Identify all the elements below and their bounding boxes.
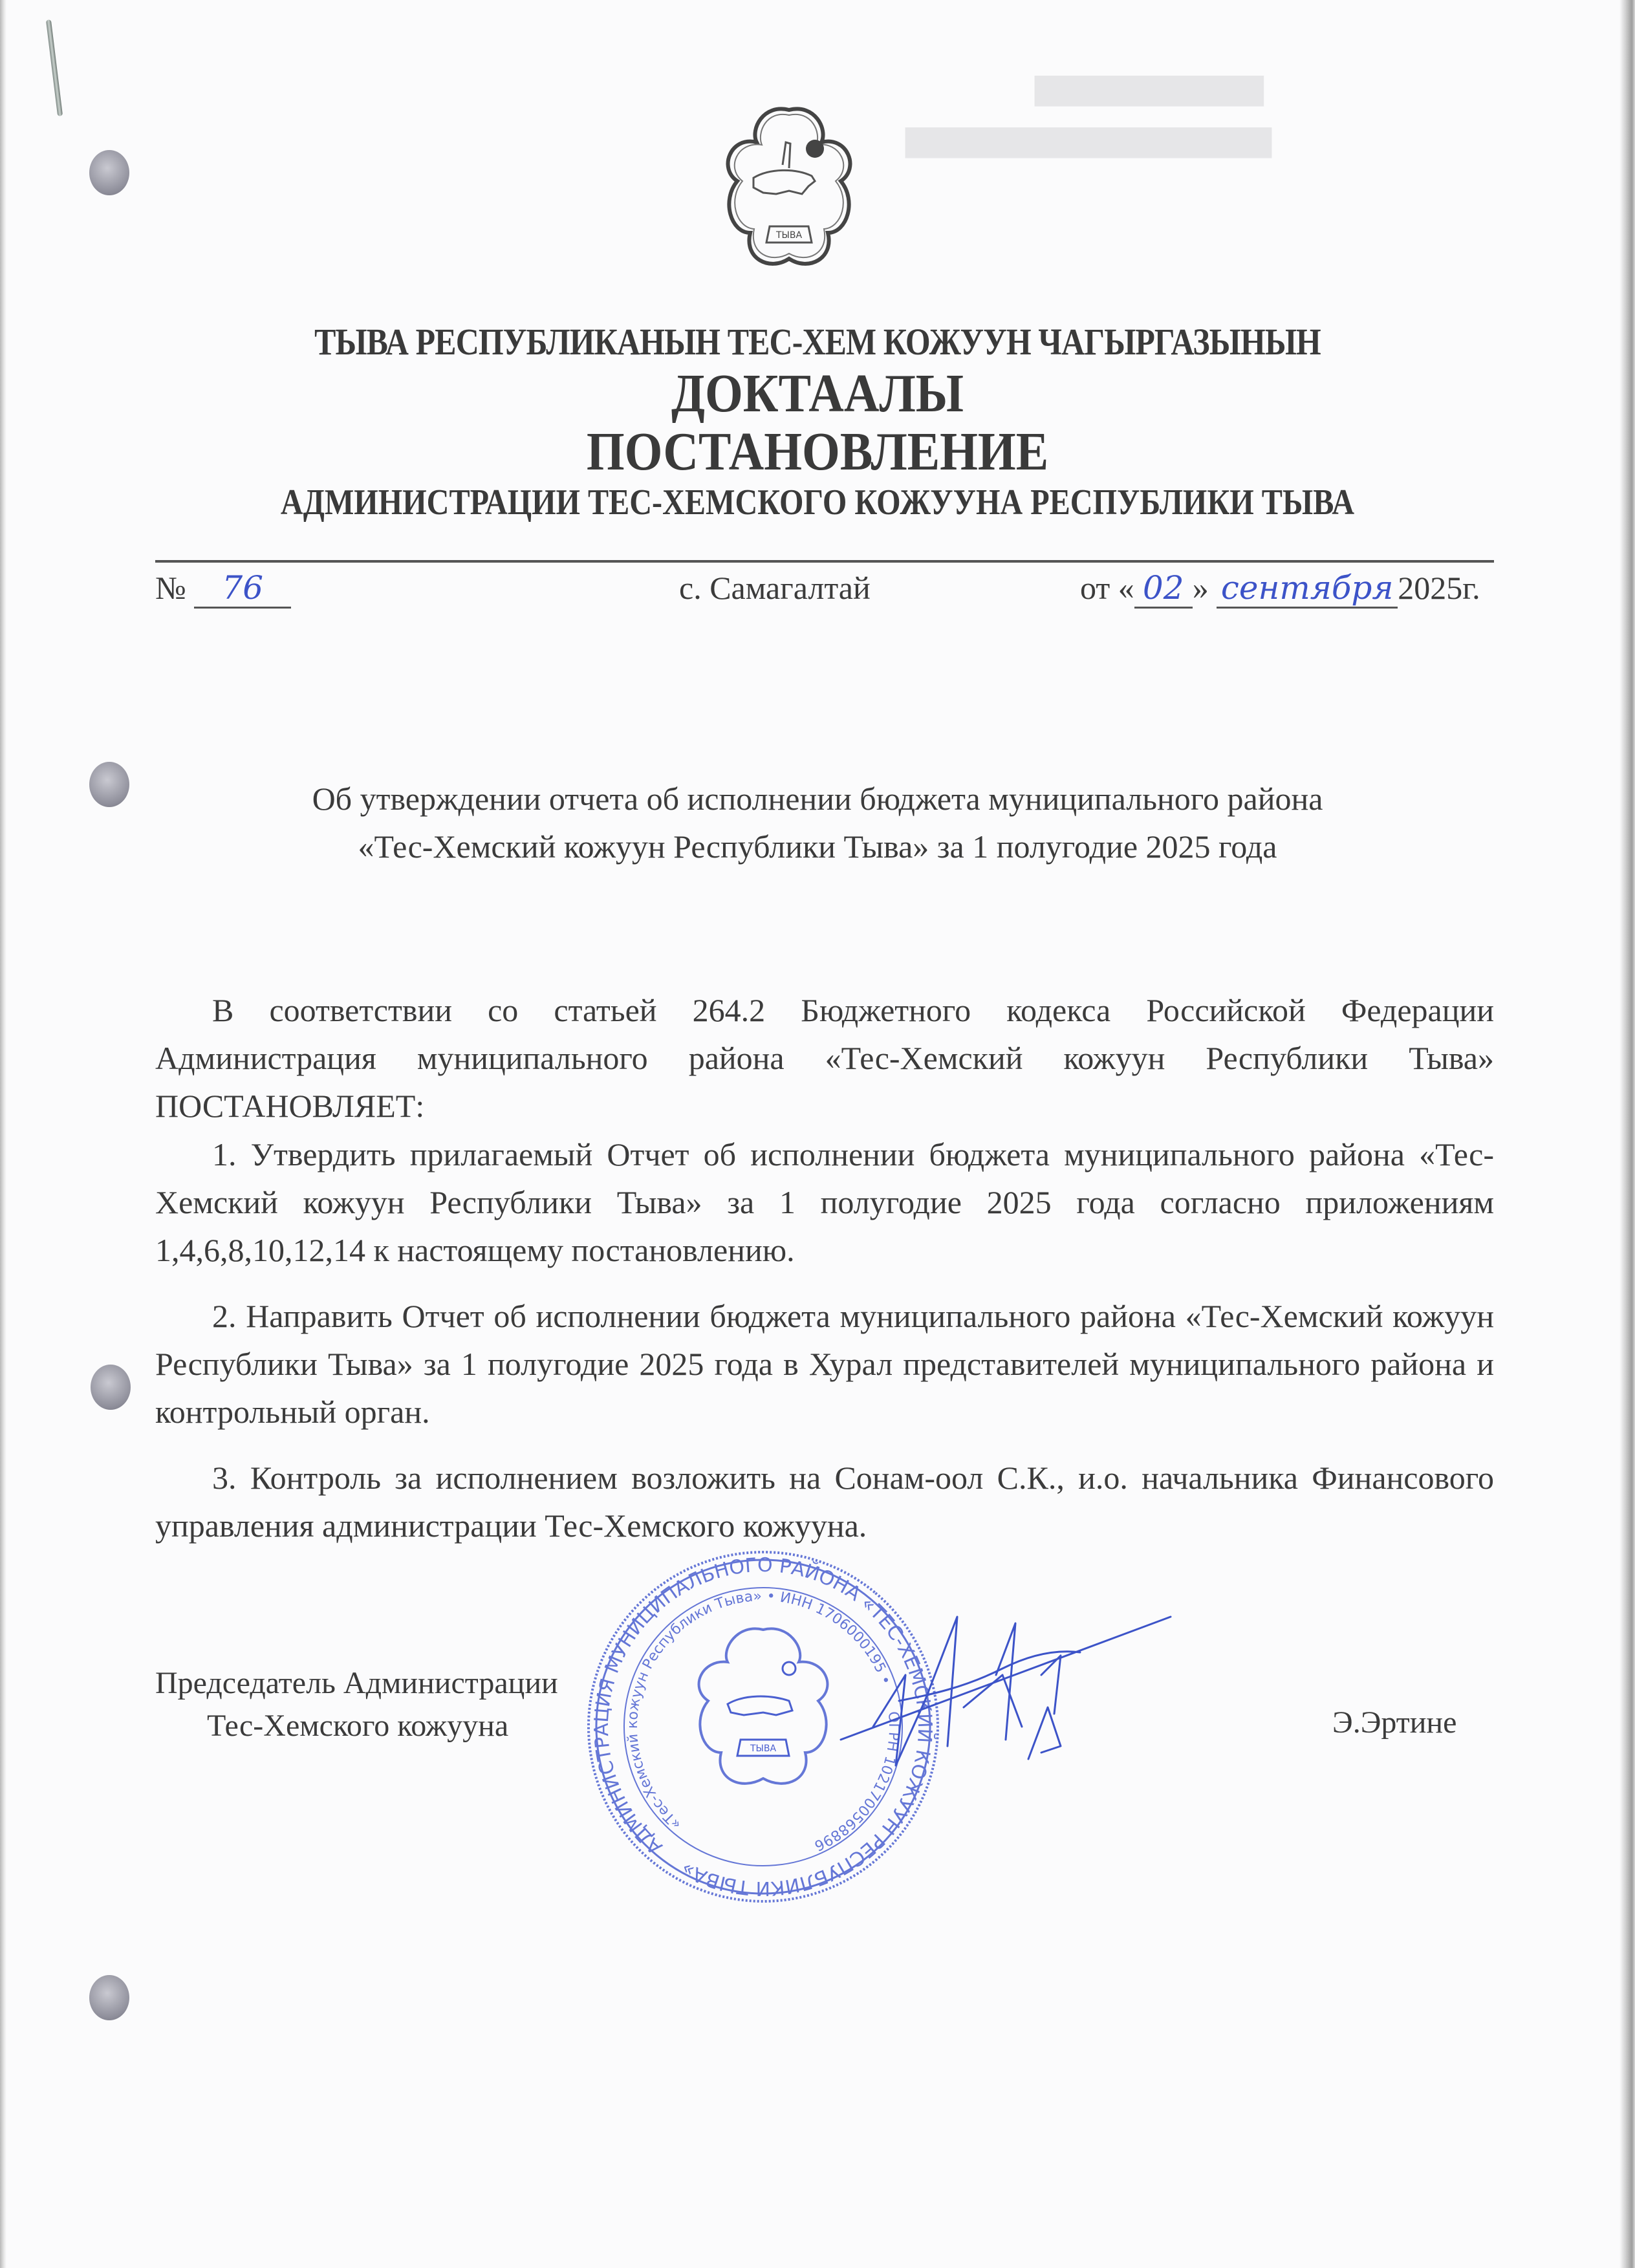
document-title (0, 775, 1635, 870)
bleed-through-text: ▇▇▇▇▇▇▇▇▇▇▇▇▇▇▇▇ (905, 124, 1272, 157)
header-rule (155, 560, 1494, 563)
date-mid: » (1192, 570, 1209, 606)
document-meta (155, 569, 1500, 627)
doc-type-russian: ПОСТАНОВЛЕНИЕ (586, 422, 1049, 482)
bleed-through-text: ▇▇▇▇▇▇▇▇▇▇ (1035, 72, 1264, 105)
date-day: 02 (1134, 569, 1193, 609)
title-line-2: «Тес-Хемский кожуун Республики Тыва» за 1 полугодие 2025 года (358, 828, 1277, 865)
punch-hole (91, 1365, 131, 1410)
seal-center-caption: ТЫВА (750, 1744, 777, 1754)
scan-edge-right (1619, 0, 1635, 2268)
date-year: 2025г. (1398, 570, 1480, 606)
seal-inner-text: «Тес-Хемский кожуун Республики Тыва» • ИНН 1706000195 • (624, 1588, 894, 1833)
date-prefix: от « (1080, 570, 1134, 606)
title-line-1: Об утверждении отчета об исполнении бюджета муниципального района (312, 781, 1323, 817)
seal-outer-text: АДМИНИСТРАЦИЯ МУНИЦИПАЛЬНОГО РАЙОНА «ТЕС-ХЕМСКИЙ КОЖУУН РЕСПУБЛИКИ ТЫВА» (590, 1553, 937, 1900)
preamble (155, 986, 1494, 1130)
doc-type-tuvan: ДОКТААЛЫ (671, 363, 964, 424)
position-line-2: Тес-Хемского кожууна (207, 1709, 509, 1743)
position-line-1: Председатель Администрации (155, 1666, 558, 1700)
place: с. Самагалтай (679, 570, 871, 606)
header-tuvan-line: ТЫВА РЕСПУБЛИКАНЫН ТЕС-ХЕМ КОЖУУН ЧАГЫРГАЗЫНЫН (314, 321, 1321, 363)
number-value: 76 (194, 569, 291, 609)
punch-hole (89, 150, 129, 195)
item-2-text: 2. Направить Отчет об исполнении бюджета муниципального района «Тес-Хемский кожуун Республики Тыва» за 1 полугодие 2025 года в Хурал представителей муниципального района и контрольный орган. (155, 1298, 1494, 1430)
emblem-caption: ТЫВА (775, 230, 803, 241)
date-field (1080, 569, 1480, 609)
item-3 (155, 1454, 1494, 1550)
item-2 (155, 1292, 1494, 1436)
item-1-text: 1. Утвердить прилагаемый Отчет об исполнении бюджета муниципального района «Тес-Хемский кожуун Республики Тыва» за 1 полугодие 2025 года согласно приложениям 1,4,6,8,10,12,14 к настоящему постановлению. (155, 1136, 1494, 1268)
punch-hole (89, 1975, 129, 2020)
number-field (155, 569, 291, 609)
preamble-text: В соответствии со статьей 264.2 Бюджетного кодекса Российской Федерации Администрация муниципального района «Тес-Хемский кожуун Республики Тыва» ПОСТАНОВЛЯЕТ: (155, 992, 1494, 1124)
handwritten-signature (834, 1578, 1196, 1772)
header-russian-line: АДМИНИСТРАЦИИ ТЕС-ХЕМСКОГО КОЖУУНА РЕСПУБЛИКИ ТЫВА (280, 482, 1355, 523)
number-label: № (155, 570, 186, 606)
signatory-name: Э.Эртине (1332, 1705, 1457, 1740)
item-3-text: 3. Контроль за исполнением возложить на Сонам-оол С.К., и.о. начальника Финансового управления администрации Тес-Хемского кожууна. (155, 1460, 1494, 1544)
seal-ogrn-text: ОГРН 1021700568896 (812, 1711, 902, 1854)
scan-edge-left (0, 0, 6, 2268)
item-1 (155, 1130, 1494, 1274)
signatory-position (155, 1662, 558, 1747)
staple (46, 19, 63, 116)
date-month: сентября (1217, 569, 1398, 609)
tuva-emblem (718, 103, 860, 272)
